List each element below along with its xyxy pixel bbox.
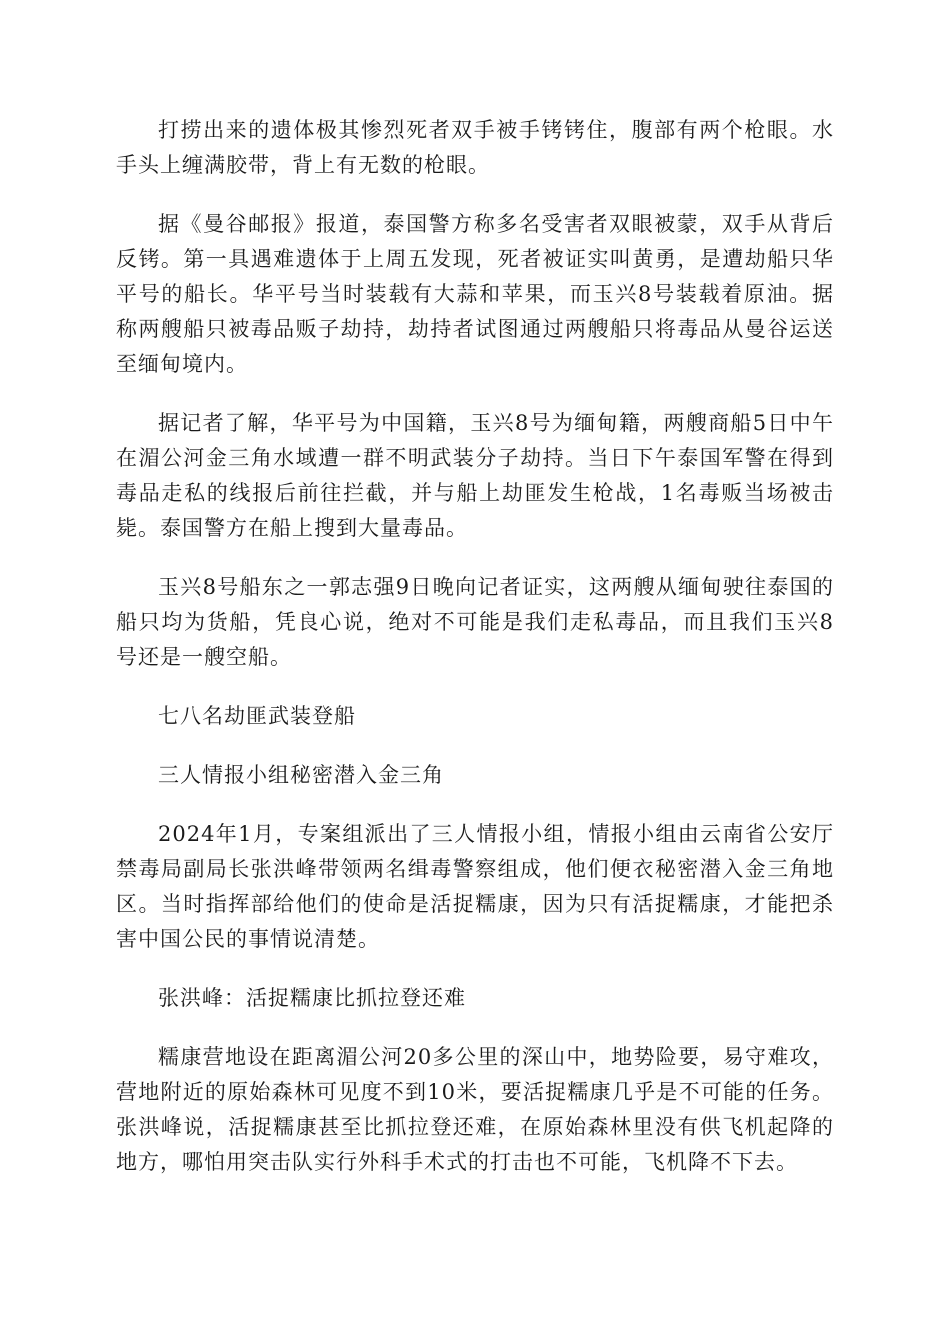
paragraph-reporter-findings: 据记者了解，华平号为中国籍，玉兴8号为缅甸籍，两艘商船5日中午在湄公河金三角水域遭一群不明武装分子劫持。当日下午泰国军警在得到毒品走私的线报后前往拦截，并与船上劫匪发生枪战，1名毒贩当场被击毙。泰国警方在船上搜到大量毒品。 xyxy=(116,411,834,540)
paragraph-bangkok-post-report: 据《曼谷邮报》报道，泰国警方称多名受害者双眼被蒙，双手从背后反铐。第一具遇难遗体于上周五发现，死者被证实叫黄勇，是遭劫船只华平号的船长。华平号当时装载有大蒜和苹果，而玉兴8号装载着原油。据称两艘船只被毒品贩子劫持，劫持者试图通过两艘船只将毒品从曼谷运送至缅甸境内。 xyxy=(116,212,834,376)
paragraph-shipowner-statement: 玉兴8号船东之一郭志强9日晚向记者证实，这两艘从缅甸驶往泰国的船只均为货船，凭良心说，绝对不可能是我们走私毒品，而且我们玉兴8号还是一艘空船。 xyxy=(116,575,834,669)
section-heading-zhang-hongfeng: 张洪峰：活捉糯康比抓拉登还难 xyxy=(158,986,466,1010)
paragraph-body-recovery: 打捞出来的遗体极其惨烈死者双手被手铐铐住，腹部有两个枪眼。水手头上缠满胶带，背上有无数的枪眼。 xyxy=(116,118,834,177)
section-heading-intel-team: 三人情报小组秘密潜入金三角 xyxy=(158,763,444,787)
paragraph-intel-team: 2024年1月，专案组派出了三人情报小组，情报小组由云南省公安厅禁毒局副局长张洪峰带领两名缉毒警察组成，他们便衣秘密潜入金三角地区。当时指挥部给他们的使命是活捉糯康，因为只有活捉糯康，才能把杀害中国公民的事情说清楚。 xyxy=(116,822,834,951)
paragraph-camp-description: 糯康营地设在距离湄公河20多公里的深山中，地势险要，易守难攻，营地附近的原始森林可见度不到10米，要活捉糯康几乎是不可能的任务。张洪峰说，活捉糯康甚至比抓拉登还难，在原始森林里没有供飞机起降的地方，哪怕用突击队实行外科手术式的打击也不可能，飞机降不下去。 xyxy=(116,1045,834,1174)
document-body xyxy=(116,113,834,1204)
section-heading-armed-boarding: 七八名劫匪武装登船 xyxy=(158,704,356,728)
